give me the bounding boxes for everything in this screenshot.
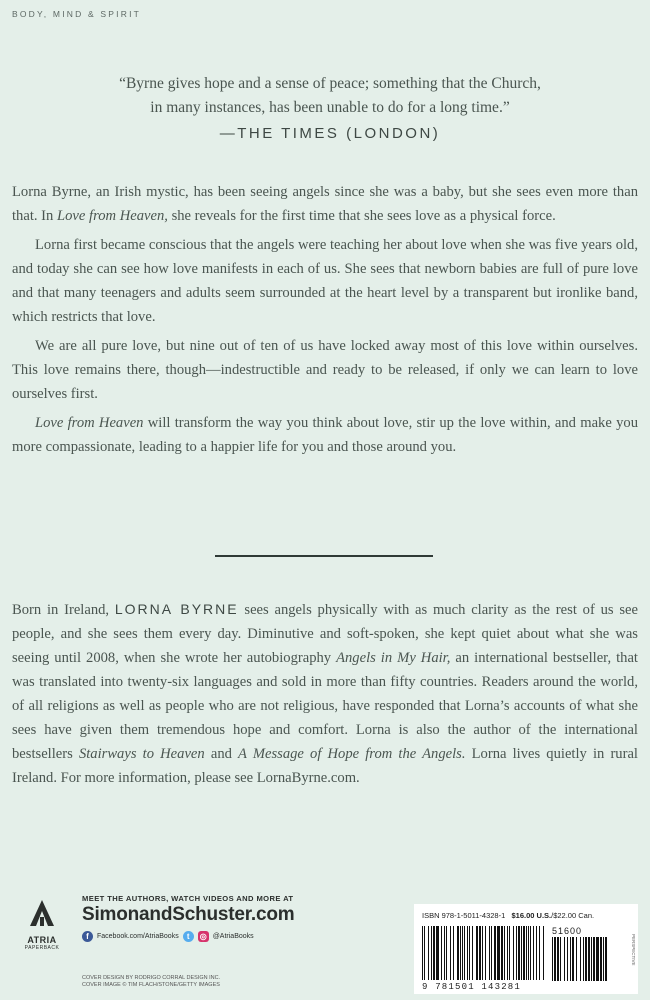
book-title: Love from Heaven,	[57, 208, 168, 224]
barcode-bar	[489, 926, 490, 980]
barcode-bar	[422, 926, 423, 980]
barcode-addon-number: 51600	[552, 926, 583, 936]
text-span: Lorna Byrne, an Irish mystic, has been seeing angels since she was a baby, but she sees even more than that. In	[12, 184, 638, 224]
cover-credits	[82, 975, 220, 989]
quote-line-2: in many instances, has been unable to do for a long time.”	[150, 99, 510, 116]
barcode-bar	[494, 926, 496, 980]
barcode-bar	[554, 937, 556, 981]
barcode-addon	[552, 937, 614, 981]
barcode-bar	[591, 937, 592, 981]
barcode-bar	[557, 937, 559, 981]
footer-promo	[82, 894, 332, 942]
barcode-bar	[567, 937, 568, 981]
barcode-bar	[476, 926, 478, 980]
barcode-bar	[444, 926, 445, 980]
barcode-bar	[580, 937, 581, 981]
atria-logo-icon	[27, 898, 57, 928]
barcode-bar	[552, 937, 553, 981]
barcode-bar	[523, 926, 525, 980]
barcode-bar	[428, 926, 429, 980]
barcode-bar	[464, 926, 465, 980]
barcode-bar	[436, 926, 439, 980]
barcode-bar	[433, 926, 435, 980]
barcode-bar	[507, 926, 508, 980]
book-title: Love from Heaven	[35, 415, 144, 431]
publisher-logo	[22, 898, 62, 951]
barcode-bar	[431, 926, 432, 980]
text-span: will transform the way you think about love, stir up the love within, and make you more compassionate, leading to a happier life for you and those around you.	[12, 415, 638, 455]
barcode-bar	[593, 937, 595, 981]
barcode-bar	[600, 937, 602, 981]
barcode-bar	[564, 937, 565, 981]
divider-rule	[215, 555, 433, 557]
barcode-bar	[596, 937, 599, 981]
book-title: A Message of Hope from the Angels.	[238, 746, 466, 762]
barcode-bar	[467, 926, 468, 980]
text-span: sees angels physically with as much clarity as the rest of us see people, and she sees them every day. Diminutive and soft-spoken, she kept quiet about what she was seeing until 2008, when she wrote her autobiography	[12, 602, 639, 666]
isbn-price-line	[422, 911, 634, 920]
description-paragraph-2: Lorna first became conscious that the angels were teaching her about love when she was five years old, and today she can see how love manifests in each of us. She sees that newborn babies are full of pure love and that many teenagers and adults seem surrounded at the heart level by a transparent but ironlike band, which restricts that love.	[12, 237, 638, 325]
barcode-bar	[441, 926, 442, 980]
barcode-bar	[603, 937, 604, 981]
text-span: she reveals for the first time that she sees love as a physical force.	[167, 208, 556, 224]
barcode-panel	[414, 904, 638, 994]
social-links	[82, 931, 332, 942]
barcode-bar	[588, 937, 590, 981]
logo-sub: PAPERBACK	[24, 945, 60, 951]
barcode-bar	[509, 926, 510, 980]
barcode-bar	[521, 926, 522, 980]
book-title: Stairways to Heaven	[78, 746, 205, 762]
credit-design: COVER DESIGN BY RODRIGO CORRAL DESIGN INC.	[82, 975, 221, 981]
instagram-icon: ◎	[198, 931, 209, 942]
barcode-bar	[424, 926, 425, 980]
description-paragraph-1	[12, 180, 638, 228]
barcode-bar	[453, 926, 454, 980]
barcode-bar	[479, 926, 481, 980]
barcode-bar	[536, 926, 537, 980]
barcode-bar	[570, 937, 571, 981]
quote-line-1: “Byrne gives hope and a sense of peace; something that the Church,	[119, 75, 541, 92]
barcode-digits: 9 781501 143281	[422, 982, 522, 992]
text-span: Born in Ireland,	[12, 602, 115, 618]
barcode-bar	[543, 926, 544, 980]
promo-text: MEET THE AUTHORS, WATCH VIDEOS AND MORE AT	[82, 894, 294, 903]
quote-source: —THE TIMES (LONDON)	[219, 125, 441, 142]
barcode-bar	[526, 926, 527, 980]
facebook-icon: f	[82, 931, 93, 942]
barcode-bar	[513, 926, 514, 980]
price-can: /$22.00 Can.	[551, 911, 595, 920]
barcode-bar	[605, 937, 607, 981]
bio-paragraph	[12, 597, 638, 790]
text-span: Lorna lives quietly in rural Ireland. For more information, please see LornaByrne.com.	[12, 746, 638, 786]
price-us: $16.00 U.S.	[511, 911, 552, 920]
author-name: LORNA BYRNE	[114, 601, 239, 617]
barcode-bar	[457, 926, 459, 980]
credit-image: COVER IMAGE © TIM FLACH/STONE/GETTY IMAGES	[82, 982, 220, 988]
barcode-bar	[583, 937, 584, 981]
barcode-bar	[560, 937, 561, 981]
barcode-bar	[576, 937, 577, 981]
logo-word: ATRIA	[27, 935, 57, 945]
text-span: and	[204, 746, 239, 762]
description-paragraph-4	[12, 411, 638, 459]
facebook-link[interactable]: Facebook.com/AtriaBooks	[97, 933, 179, 940]
barcode-bar	[482, 926, 483, 980]
barcode-main	[422, 926, 544, 980]
side-code: PERSPECTIVE	[631, 934, 636, 966]
barcode-bar	[491, 926, 492, 980]
description-paragraph-3: We are all pure love, but nine out of ten of us have locked away most of this love within ourselves. This love remains there, though—indestructible and ready to be released, if only we can learn to love ourselves first.	[12, 338, 638, 402]
barcode-bar	[485, 926, 486, 980]
barcode-bar	[501, 926, 503, 980]
barcode-bar	[497, 926, 500, 980]
barcode-bar	[462, 926, 463, 980]
barcode-bar	[585, 937, 587, 981]
text-span: an international bestseller, that was translated into twenty-six languages and sold in more than fifty countries. Readers around the world, of all religions as well as people who are not religious, have responded that Lorna’s accounts of what she sees have given them tremendous hope and comfort. Lorna is also the author of the international bestsellers	[12, 650, 638, 762]
publisher-site-link[interactable]: SimonandSchuster.com	[82, 904, 295, 925]
review-quote	[60, 72, 600, 146]
barcode-bar	[516, 926, 517, 980]
barcode-bar	[530, 926, 531, 980]
barcode-bar	[472, 926, 473, 980]
barcode-bar	[469, 926, 470, 980]
book-title: Angels in My Hair,	[336, 650, 451, 666]
twitter-icon: t	[183, 931, 194, 942]
author-bio	[12, 597, 638, 790]
book-description	[12, 180, 638, 464]
isbn-number: ISBN 978-1-5011-4328-1	[422, 911, 506, 920]
barcode-bar	[504, 926, 505, 980]
social-handle[interactable]: @AtriaBooks	[212, 933, 254, 940]
barcode-bar	[446, 926, 447, 980]
barcode-bar	[528, 926, 529, 980]
category-label: BODY, MIND & SPIRIT	[12, 9, 142, 19]
barcode-bar	[518, 926, 520, 980]
barcode-bar	[539, 926, 540, 980]
barcode-bar	[533, 926, 534, 980]
barcode-bar	[572, 937, 574, 981]
barcode-bar	[460, 926, 461, 980]
barcode-bar	[450, 926, 451, 980]
